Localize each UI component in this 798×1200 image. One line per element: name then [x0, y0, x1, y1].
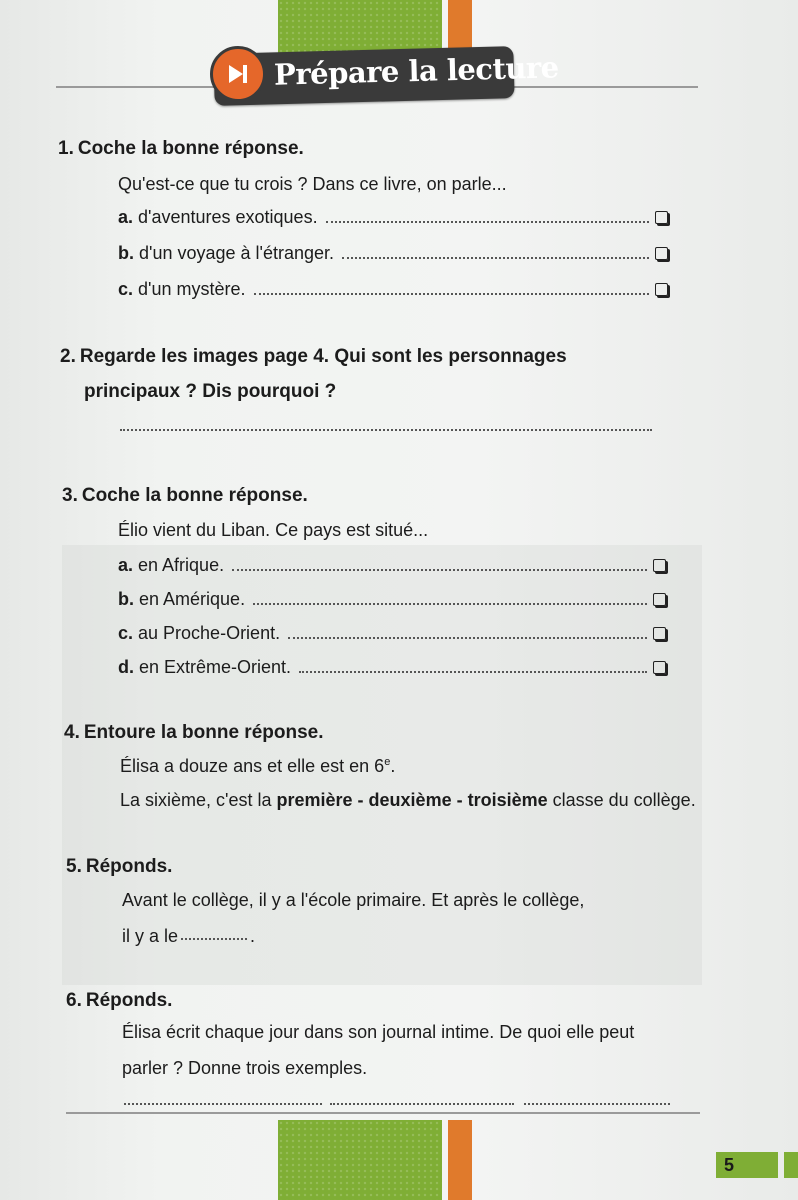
- q6-answer-line-2[interactable]: [330, 1102, 514, 1105]
- footer-rule: [66, 1112, 700, 1114]
- question-4-line-2: La sixième, c'est la première - deuxième - troisième classe du collège.: [120, 790, 696, 810]
- question-3-title: 3. Coche la bonne réponse.: [62, 485, 308, 506]
- q2-answer-line[interactable]: [120, 428, 652, 431]
- question-6-title: 6. Réponds.: [66, 990, 173, 1011]
- page-title: Prépare la lecture: [273, 50, 560, 92]
- q3-option-d[interactable]: d. en Extrême-Orient.: [118, 654, 668, 678]
- checkbox-icon[interactable]: [655, 211, 668, 224]
- question-5-line-2: il y a le .: [122, 926, 256, 946]
- q3-option-a[interactable]: a. en Afrique.: [118, 552, 668, 576]
- page-number-tab: [784, 1152, 798, 1178]
- header-icon-circle: [210, 46, 266, 102]
- question-4-line-1: Élisa a douze ans et elle est en 6e.: [120, 756, 396, 776]
- question-3-prompt: Élio vient du Liban. Ce pays est situé...: [118, 520, 429, 540]
- question-5-line-1: Avant le collège, il y a l'école primaire. Et après le collège,: [122, 890, 585, 910]
- answer-choices[interactable]: première - deuxième - troisième: [276, 790, 548, 810]
- skip-forward-icon: [227, 63, 249, 85]
- question-2-title: 2. Regarde les images page 4. Qui sont les personnages: [60, 346, 567, 367]
- checkbox-icon[interactable]: [655, 247, 668, 260]
- question-6-line-2: parler ? Donne trois exemples.: [122, 1058, 368, 1078]
- page-number: 5: [716, 1152, 778, 1178]
- question-1-title: 1. Coche la bonne réponse.: [58, 138, 304, 159]
- question-1-prompt: Qu'est-ce que tu crois ? Dans ce livre, on parle...: [118, 174, 507, 194]
- question-2-title-cont: principaux ? Dis pourquoi ?: [84, 381, 337, 402]
- q6-answer-line-3[interactable]: [524, 1102, 670, 1105]
- bottom-orange-stripe: [448, 1120, 472, 1200]
- q6-answer-line-1[interactable]: [124, 1102, 322, 1105]
- q3-option-b[interactable]: b. en Amérique.: [118, 586, 668, 610]
- checkbox-icon[interactable]: [653, 661, 666, 674]
- q3-option-c[interactable]: c. au Proche-Orient.: [118, 620, 668, 644]
- q5-answer-blank[interactable]: [181, 937, 247, 940]
- question-6-line-1: Élisa écrit chaque jour dans son journal intime. De quoi elle peut: [122, 1022, 635, 1042]
- checkbox-icon[interactable]: [653, 559, 666, 572]
- question-5-title: 5. Réponds.: [66, 856, 173, 877]
- q1-option-a[interactable]: a. d'aventures exotiques.: [118, 204, 670, 228]
- q1-option-b[interactable]: b. d'un voyage à l'étranger.: [118, 240, 670, 264]
- checkbox-icon[interactable]: [653, 627, 666, 640]
- bottom-green-stripe: [278, 1120, 442, 1200]
- question-4-title: 4. Entoure la bonne réponse.: [64, 722, 324, 743]
- checkbox-icon[interactable]: [653, 593, 666, 606]
- q1-option-c[interactable]: c. d'un mystère.: [118, 276, 670, 300]
- checkbox-icon[interactable]: [655, 283, 668, 296]
